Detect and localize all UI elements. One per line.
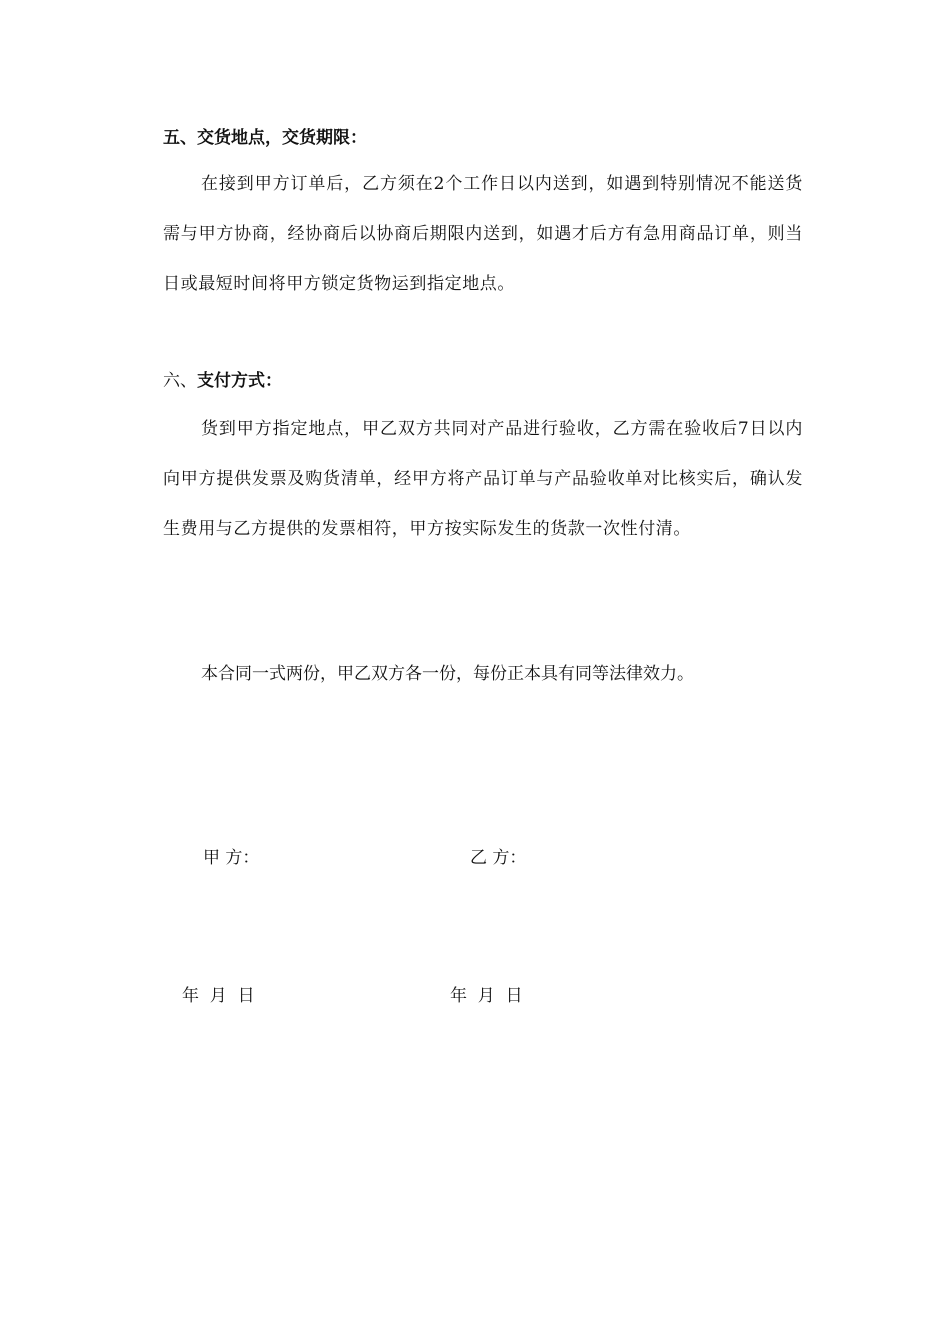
section-6-heading (163, 369, 282, 393)
party-a-date: 年 月 日 (182, 986, 255, 1006)
section-6-heading-prefix: 六、 (163, 371, 197, 391)
section-6-body: 货到甲方指定地点，甲乙双方共同对产品进行验收，乙方需在验收后7日以内向甲方提供发票及购货清单，经甲方将产品订单与产品验收单对比核实后，确认发生费用与乙方提供的发票相符，甲方按实际发生的货款一次性付清。 (163, 419, 803, 539)
party-b-label: 乙 方： (470, 848, 527, 868)
section-5-body: 在接到甲方订单后，乙方须在2个工作日以内送到，如遇到特别情况不能送货需与甲方协商，经协商后以协商后期限内送到，如遇才后方有急用商品订单，则当日或最短时间将甲方锁定货物运到指定地点。 (163, 174, 803, 294)
section-5-heading: 五、交货地点，交货期限： (163, 128, 367, 148)
party-a-label: 甲 方： (203, 848, 260, 868)
closing-statement: 本合同一式两份，甲乙双方各一份，每份正本具有同等法律效力。 (201, 664, 694, 684)
party-b-date: 年 月 日 (450, 986, 523, 1006)
section-6-heading-main: 支付方式： (197, 371, 282, 391)
